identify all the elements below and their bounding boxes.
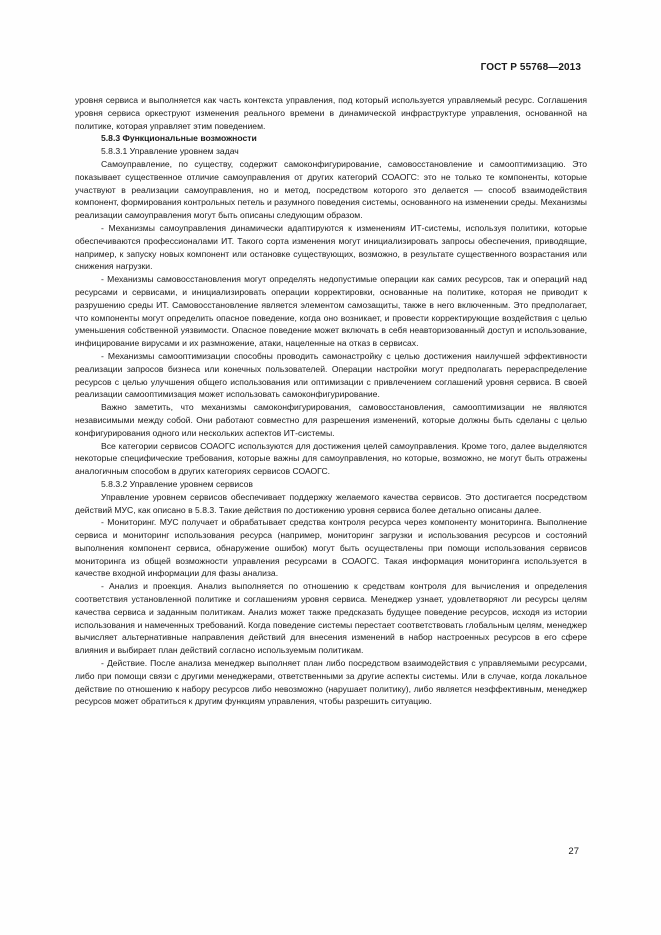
body-paragraph-continued: уровня сервиса и выполняется как часть контекста управления, под который используется управляемый ресурс. Соглашения уровня сервиса оркеструют изменения реального времени в динамической инфраструктуре управления, основанной на политике, которая управляет этим поведением. [75, 95, 587, 131]
section-heading: 5.8.3 Функциональные возможности [101, 133, 257, 144]
standard-header: ГОСТ Р 55768—2013 [480, 62, 581, 73]
body-paragraph: - Анализ и проекция. Анализ выполняется по отношению к средствам контроля для вычисления и определения соответствия установленной политике и соглашениям уровня сервиса. Менеджер узнает, удовлетворяют ли ресурсы целям качества сервиса и заданным политикам. Анализ может также предсказать будущее поведение ресурсов, исходя из истории использования и намеченных требований. Когда поведение системы перестает соответствовать глобальным целям, менеджер вычисляет альтернативные направления действий для внесения изменений в набор настроенных ресурсов в его сфере влияния и выбирает план действий согласно используемым политикам. [75, 581, 587, 656]
body-paragraph: - Механизмы самовосстановления могут определять недопустимые операции как самих ресурсов, так и операций над ресурсами и сервисами, и инициализировать операции корректировки, основанные на политике, которая не приводит к разрушению среды ИТ. Самовосстановление является элементом самозащиты, также в него включенным. Это предполагает, что компоненты могут определить опасное поведение, когда оно возникает, и провести корректирующие воздействия с целью уменьшения собственной уязвимости. Опасное поведение может включать в себя неавторизованный доступ и использование, инфицирование вирусами и их размножение, атаки, нацеленные на отказ в сервисах. [75, 274, 587, 349]
body-paragraph: - Действие. После анализа менеджер выполняет план либо посредством взаимодействия с управляемыми ресурсами, либо при помощи связи с другими менеджерами, ответственными за другие аспекты системы. Или в случае, когда локальное действие по отношению к набору ресурсов либо невозможно (нарушает политику), либо является неэффективным, менеджер ресурсов может обратиться к другим функциям управления, чтобы разрешить ситуацию. [75, 658, 587, 707]
subsection-heading: 5.8.3.2 Управление уровнем сервисов [101, 478, 253, 489]
body-paragraph: Самоуправление, по существу, содержит самоконфигурирование, самовосстановление и самооптимизацию. Это показывает существенное отличие самоуправления от других категорий СОАОГС: это не только те компоненты, которые участвуют в реализации самоуправления, но и метод, посредством которого это делается — способ взаимодействия компонент, формирования контрольных петель и разумного поведения системы, основанного на изменении среды. Механизмы реализации самоуправления могут быть описаны следующим образом. [75, 158, 587, 221]
document-body [75, 94, 587, 708]
body-paragraph: Все категории сервисов СОАОГС используются для достижения целей самоуправления. Кроме того, далее выделяются некоторые специфические требования, которые важны для самоуправления, но которые, возможно, не могут быть отражены аналогичным способом в других категориях сервисов СОАОГС. [75, 440, 587, 477]
body-paragraph: - Мониторинг. МУС получает и обрабатывает средства контроля ресурса через компоненту мониторинга. Выполнение сервиса и мониторинг использования ресурса (например, мониторинг загрузки и использования ресурсов и состояний выполнения компонент сервиса, обнаружение ошибок) могут быть осуществлены при помощи использования сервисов мониторинга из общей возможности управления ресурсами в СОАОГС. Такая информация мониторинга используется в качестве входной информации для фазы анализа. [75, 517, 587, 579]
page-number: 27 [568, 846, 579, 857]
subsection-heading: 5.8.3.1 Управление уровнем задач [101, 146, 239, 157]
body-paragraph: Управление уровнем сервисов обеспечивает поддержку желаемого качества сервисов. Это достигается посредством действий МУС, как описано в 5.8.3. Такие действия по достижению уровня сервиса более детально описаны далее. [75, 491, 587, 515]
body-paragraph: Важно заметить, что механизмы самоконфигурирования, самовосстановления, самооптимизации не являются независимыми между собой. Они работают совместно для разрешения изменений, которые должны быть сделаны с целью конфигурирования одного или нескольких аспектов ИТ-системы. [75, 402, 587, 438]
body-paragraph: - Механизмы самоуправления динамически адаптируются к изменениям ИТ-системы, используя политики, которые обеспечиваются профессионалами ИТ. Такого сорта изменения могут инициализировать запросы обеспечения, приводящие, например, к запуску новых компонент или остановке существующих, возможно, в результате существенного возрастания или снижения нагрузки. [75, 222, 587, 272]
body-paragraph: - Механизмы самооптимизации способны проводить самонастройку с целью достижения наилучшей эффективности реализации запросов бизнеса или конечных пользователей. Операции настройки могут предполагать перераспределение ресурсов с целью улучшения общего использования или оптимизации с привлечением соглашений уровня сервиса. В своей реализации самооптимизация может использовать самоконфигурирование. [75, 350, 587, 400]
